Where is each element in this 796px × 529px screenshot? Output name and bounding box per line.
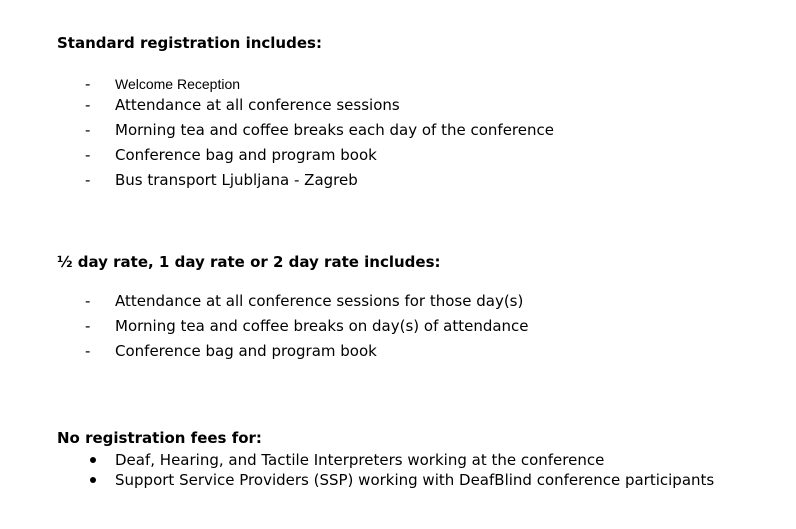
dash-marker: - (85, 317, 91, 335)
list-item-text: Attendance at all conference sessions (115, 96, 400, 114)
standard-registration-heading: Standard registration includes: (57, 34, 322, 52)
dash-marker: - (85, 75, 91, 93)
dash-marker: - (85, 121, 91, 139)
dash-marker: - (85, 146, 91, 164)
dash-marker: - (85, 342, 91, 360)
no-fees-heading: No registration fees for: (57, 429, 262, 447)
partial-rate-heading: ½ day rate, 1 day rate or 2 day rate includes: (57, 253, 441, 271)
list-item-text: Conference bag and program book (115, 146, 377, 164)
list-item-text: Support Service Providers (SSP) working with DeafBlind conference participants (115, 471, 715, 489)
list-item-text: Morning tea and coffee breaks on day(s) of attendance (115, 317, 529, 335)
dash-marker: - (85, 292, 91, 310)
list-item-text: Bus transport Ljubljana - Zagreb (115, 171, 358, 189)
list-item-text: Deaf, Hearing, and Tactile Interpreters working at the conference (115, 451, 605, 469)
list-item-text: Morning tea and coffee breaks each day of the conference (115, 121, 554, 139)
list-item-text: Attendance at all conference sessions for those day(s) (115, 292, 524, 310)
dash-marker: - (85, 171, 91, 189)
list-item-text: Conference bag and program book (115, 342, 377, 360)
list-item-text: Welcome Reception (115, 76, 241, 92)
dash-marker: - (85, 96, 91, 114)
